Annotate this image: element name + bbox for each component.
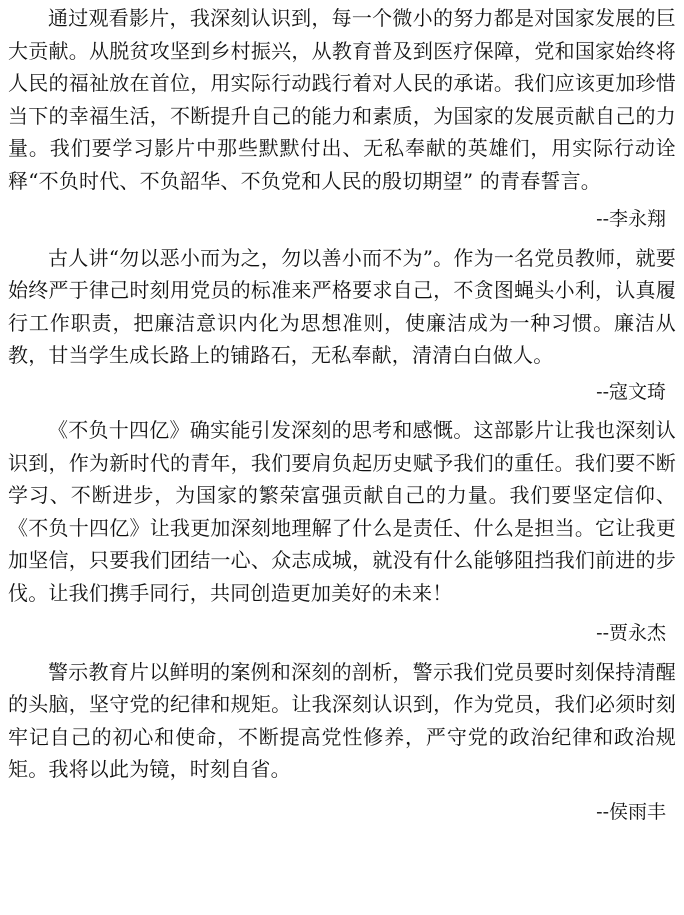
reflection-paragraph: 警示教育片以鲜明的案例和深刻的剖析，警示我们党员要时刻保持清醒的头脑，坚守党的纪律和规矩。让我深刻认识到，作为党员，我们必须时刻牢记自己的初心和使命，不断提高党性修养，严守党的政治纪律和政治规矩。我将以此为镜，时刻自省。 xyxy=(8,659,676,781)
author-signature: --侯雨丰 xyxy=(596,800,666,823)
reflection-paragraph: 古人讲“勿以恶小而为之，勿以善小而不为”。作为一名党员教师，就要始终严于律己时刻用党员的标准来严格要求自己，不贪图蝇头小利，认真履行工作职责，把廉洁意识内化为思想准则，使廉洁成为一种习惯。廉洁从教，甘当学生成长路上的铺路石，无私奉献，清清白白做人。 xyxy=(8,245,676,367)
reflection-paragraph: 通过观看影片，我深刻认识到，每一个微小的努力都是对国家发展的巨大贡献。从脱贫攻坚到乡村振兴，从教育普及到医疗保障，党和国家始终将人民的福祉放在首位，用实际行动践行着对人民的承诺。我们应该更加珍惜当下的幸福生活，不断提升自己的能力和素质，为国家的发展贡献自己的力量。我们要学习影片中那些默默付出、无私奉献的英雄们，用实际行动诠释“不负时代、不负韶华、不负党和人民的殷切期望” 的青春誓言。 xyxy=(8,6,676,193)
author-signature: --贾永杰 xyxy=(596,622,666,644)
author-signature: --寇文琦 xyxy=(596,380,666,403)
author-signature: --李永翔 xyxy=(596,208,666,230)
reflection-paragraph: 《不负十四亿》确实能引发深刻的思考和感慨。这部影片让我也深刻认识到，作为新时代的青年，我们要肩负起历史赋予我们的重任。我们要不断学习、不断进步，为国家的繁荣富强贡献自己的力量。我们要坚定信仰、《不负十四亿》让我更加深刻地理解了什么是责任、什么是担当。它让我更加坚信，只要我们团结一心、众志成城，就没有什么能够阻挡我们前进的步伐。让我们携手同行，共同创造更加美好的未来！ xyxy=(8,418,676,605)
document-body xyxy=(8,0,676,828)
